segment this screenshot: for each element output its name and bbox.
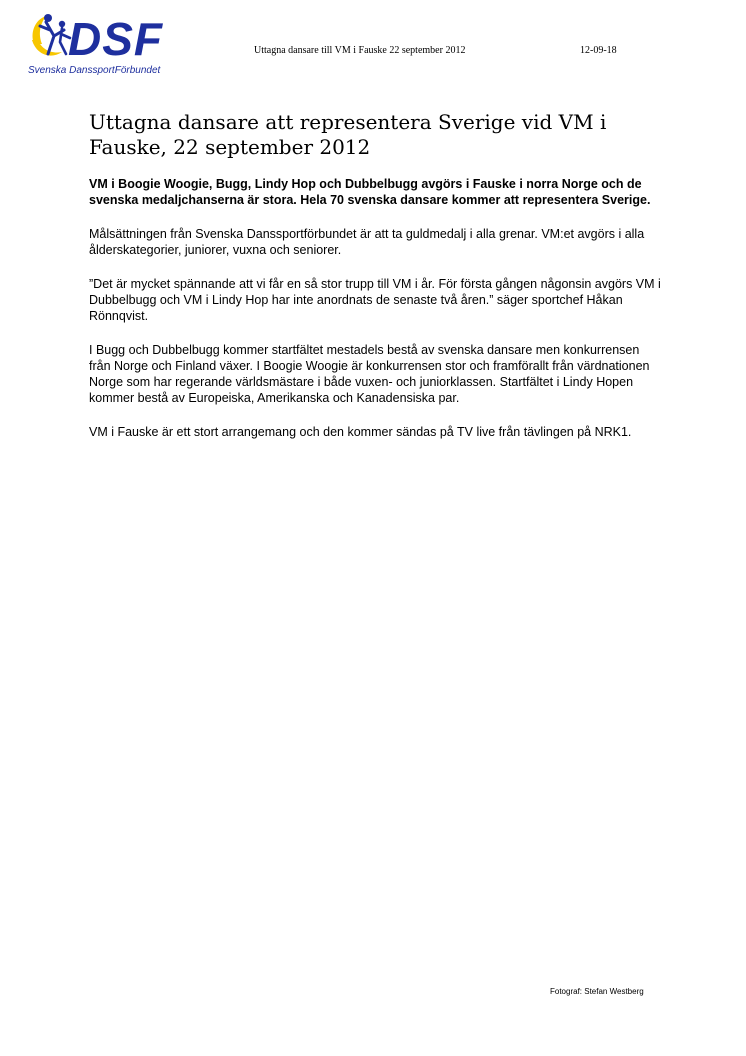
header-date: 12-09-18: [580, 45, 617, 56]
article-paragraph: Målsättningen från Svenska Danssportförbundet är att ta guldmedalj i alla grenar. VM:et avgörs i alla ålderskategorier, juniorer, vuxna och seniorer.: [89, 227, 645, 257]
article-title: Uttagna dansare att representera Sverige vid VM i Fauske, 22 september 2012: [89, 110, 607, 159]
article-paragraph: ”Det är mycket spännande att vi får en så stor trupp till VM i år. För första gången någonsin avgörs VM i Dubbelbugg och VM i Lindy Hop har inte anordnats de senaste två åren.” säger sportchef Håkan Rönnqvist.: [89, 277, 661, 323]
header-title: Uttagna dansare till VM i Fauske 22 september 2012: [254, 45, 466, 56]
logo-tagline: Svenska DanssportFörbundet: [28, 65, 161, 76]
dsf-logo: [28, 10, 178, 78]
article-paragraph: VM i Fauske är ett stort arrangemang och den kommer sändas på TV live från tävlingen på NRK1.: [89, 425, 632, 439]
photo-credit: Fotograf: Stefan Westberg: [550, 987, 644, 996]
article-lead: VM i Boogie Woogie, Bugg, Lindy Hop och Dubbelbugg avgörs i Fauske i norra Norge och de svenska medaljchanserna är stora. Hela 70 svenska dansare kommer att representera Sverige.: [89, 177, 651, 207]
article-paragraph: I Bugg och Dubbelbugg kommer startfältet mestadels bestå av svenska dansare men konkurrensen från Norge och Finland växer. I Boogie Woogie är konkurrensen stor och framförallt från värdnationen Norge som har regerande världsmästare i både vuxen- och juniorklassen. Startfältet i Lindy Hopen kommer bestå av Europeiska, Amerikanska och Kanadensiska par.: [89, 343, 650, 405]
logo-wordmark: DSF: [68, 13, 163, 65]
article: [89, 110, 664, 458]
